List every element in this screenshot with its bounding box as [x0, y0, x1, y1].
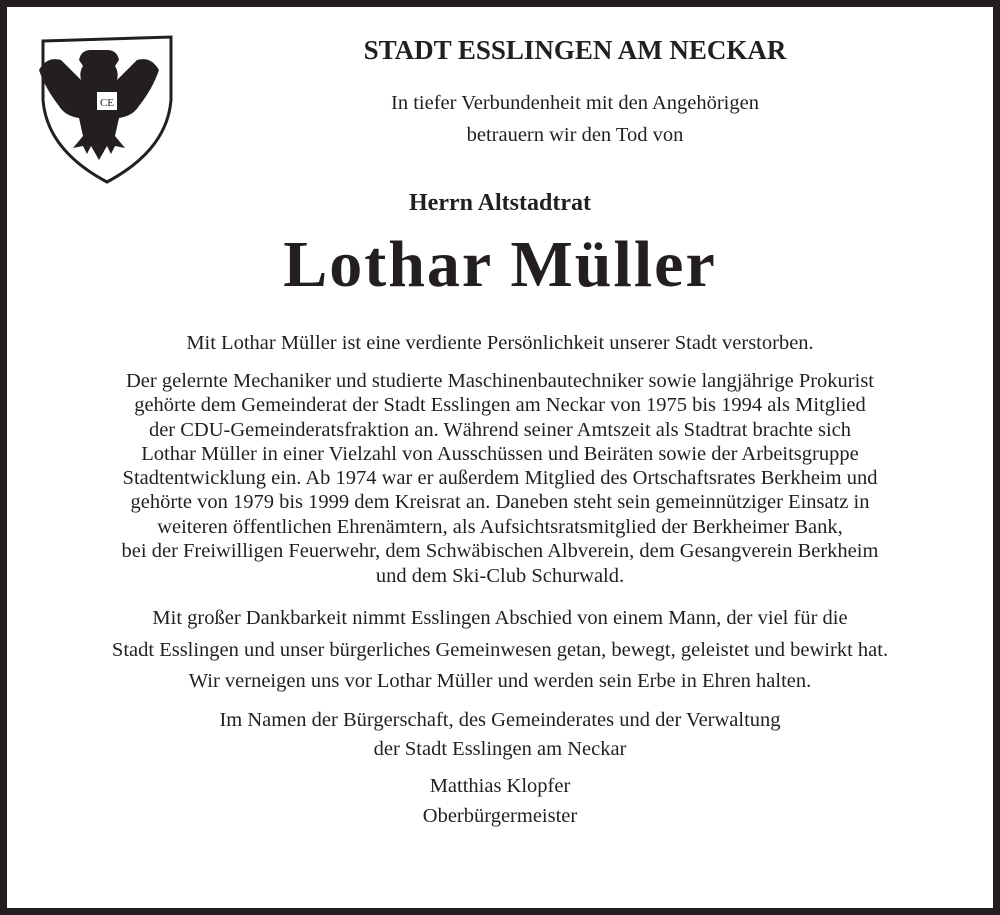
- deceased-name: Lothar Müller: [283, 228, 717, 301]
- signer-name: Matthias Klopfer: [429, 775, 571, 797]
- city-title: STADT ESSLINGEN AM NECKAR: [363, 35, 787, 65]
- intro-line: In tiefer Verbundenheit mit den Angehörigen: [391, 92, 759, 114]
- closing-line: Im Namen der Bürgerschaft, des Gemeinderates und der Verwaltung: [219, 709, 781, 731]
- closing-line: der Stadt Esslingen am Neckar: [373, 738, 627, 760]
- deceased-title: Herrn Altstadtrat: [409, 190, 591, 216]
- crest-monogram: CE: [99, 97, 115, 109]
- signer-role: Oberbürgermeister: [422, 805, 578, 827]
- body-line: und dem Ski-Club Schurwald.: [375, 565, 625, 587]
- body-line: Stadt Esslingen und unser bürgerliches Gemeinwesen getan, bewegt, geleistet und bewirkt hat.: [111, 639, 889, 661]
- body-line: Der gelernte Mechaniker und studierte Maschinenbautechniker sowie langjährige Prokurist: [126, 370, 874, 392]
- body-line: Mit Lothar Müller ist eine verdiente Persönlichkeit unserer Stadt verstorben.: [186, 332, 814, 354]
- body-line: Lothar Müller in einer Vielzahl von Ausschüssen und Beiräten sowie der Arbeitsgruppe: [141, 443, 859, 465]
- body-line: weiteren öffentlichen Ehrenämtern, als Aufsichtsratsmitglied der Berkheimer Bank,: [157, 516, 843, 538]
- esslingen-eagle-crest-icon: [37, 30, 177, 185]
- body-line: gehörte dem Gemeinderat der Stadt Esslingen am Neckar von 1975 bis 1994 als Mitglied: [134, 394, 866, 416]
- body-line: Mit großer Dankbarkeit nimmt Esslingen Abschied von einem Mann, der viel für die: [152, 607, 848, 629]
- body-line: gehörte von 1979 bis 1999 dem Kreisrat an. Daneben steht sein gemeinnütziger Einsatz in: [130, 491, 870, 513]
- body-line: bei der Freiwilligen Feuerwehr, dem Schwäbischen Albverein, dem Gesangverein Berkheim: [121, 540, 879, 562]
- intro-line: betrauern wir den Tod von: [466, 124, 684, 146]
- body-line: Stadtentwicklung ein. Ab 1974 war er außerdem Mitglied des Ortschaftsrates Berkheim und: [122, 467, 878, 489]
- body-line: Wir verneigen uns vor Lothar Müller und werden sein Erbe in Ehren halten.: [188, 670, 812, 692]
- body-line: der CDU-Gemeinderatsfraktion an. Während seiner Amtszeit als Stadtrat brachte sich: [148, 419, 852, 441]
